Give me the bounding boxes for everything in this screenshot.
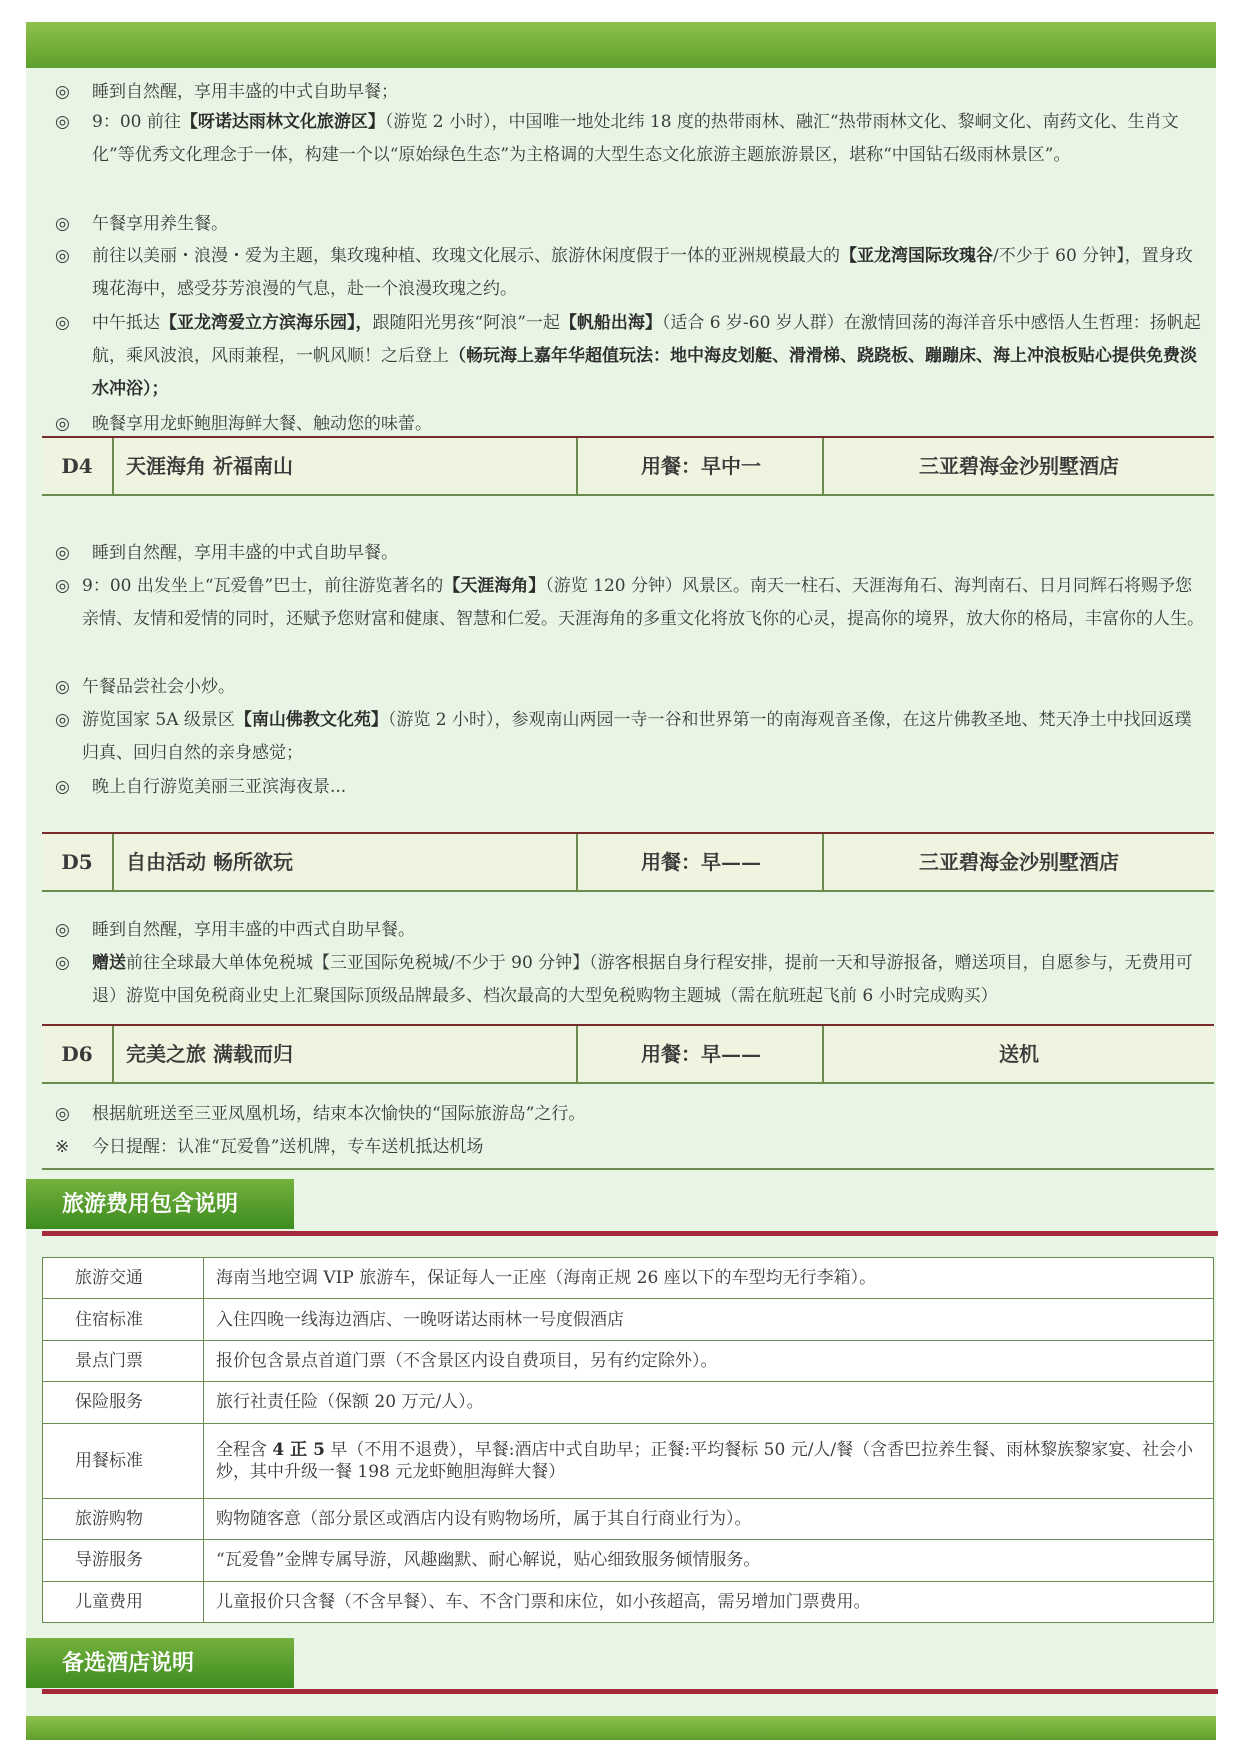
d4-item-4: ◎ 游览国家 5A 级景区【南山佛教文化苑】（游览 2 小时），参观南山两园一寺一谷和世界第一的南海观音圣像，在这片佛教圣地、梵天净土中找回返璞归真、回归自然的亲身感觉； [55,704,1205,770]
fee-key: 旅游交通 [43,1258,204,1299]
fee-key: 住宿标准 [43,1299,204,1340]
bottom-footer-band [26,1716,1216,1740]
d4-item-3: ◎ 午餐品尝社会小炒。 [55,671,1205,704]
top-header-band [26,22,1216,68]
day-header-d5 [42,832,1214,892]
table-row [43,1340,1214,1381]
bullet-icon: ◎ [55,1104,70,1124]
attraction-name: 【呀诺达雨林文化旅游区】 [180,112,385,132]
d3-item-5: ◎ 中午抵达【亚龙湾爱立方滨海乐园】，跟随阳光男孩“阿浪”一起【帆船出海】（适合 6 岁-60 岁人群）在激情回荡的海洋音乐中感悟人生哲理：扬帆起航，乘风波浪，风雨兼程，一帆风顺！之后登上（畅玩海上嘉年华超值玩法：地中海皮划艇、滑滑梯、跷跷板、蹦蹦床、海上冲浪板贴心提供免费淡水冲浴）； [55,307,1205,406]
bullet-icon: ◎ [55,246,70,266]
bullet-icon: ◎ [55,112,70,132]
bullet-icon: ◎ [55,677,70,697]
d3-item-3: ◎ 午餐享用养生餐。 [55,208,1205,241]
fees-table [42,1257,1214,1623]
reminder-icon: ※ [55,1137,70,1157]
attraction-name: 【南山佛教文化苑】 [234,710,388,730]
d4-item-2: ◎ 9：00 出发坐上“瓦爱鲁”巴士，前往游览著名的【天涯海角】（游览 120 分钟）风景区。南天一柱石、天涯海角石、海判南石、日月同辉石将赐予您亲情、友情和爱情的同时，还赋予您财富和健康、智慧和仁爱。天涯海角的多重文化将放飞你的心灵，提高你的境界，放大你的格局，丰富你的人生。 [55,570,1205,636]
fee-value: 儿童报价只含餐（不含早餐）、车、不含门票和床位，如小孩超高，需另增加门票费用。 [204,1581,1214,1622]
bullet-icon: ◎ [55,953,70,973]
table-row [43,1581,1214,1622]
fee-key: 儿童费用 [43,1581,204,1622]
day-title: 自由活动 畅所欲玩 [114,834,578,890]
d3-item-2: ◎ 9：00 前往【呀诺达雨林文化旅游区】（游览 2 小时），中国唯一地处北纬 18 度的热带雨林、融汇“热带雨林文化、黎峒文化、南药文化、生肖文化”等优秀文化理念于一体，构建一个以“原始绿色生态”为主格调的大型生态文化旅游主题旅游景区，堪称“中国钻石级雨林景区”。 [55,106,1205,172]
fee-key: 旅游购物 [43,1498,204,1539]
activity-details: （畅玩海上嘉年华超值玩法：地中海皮划艇、滑滑梯、跷跷板、蹦蹦床、海上冲浪板贴心提供免费淡水冲浴）； [92,346,1197,399]
table-row [43,1382,1214,1423]
fee-key: 景点门票 [43,1340,204,1381]
fee-value: “瓦爱鲁”金牌专属导游，风趣幽默、耐心解说，贴心细致服务倾情服务。 [204,1540,1214,1581]
day-number: D4 [42,438,114,494]
bullet-icon: ◎ [55,414,70,434]
d3-item-6: ◎ 晚餐享用龙虾鲍胆海鲜大餐、触动您的味蕾。 [55,408,1205,441]
fee-value: 报价包含景点首道门票（不含景区内设自费项目，另有约定除外）。 [204,1340,1214,1381]
day-header-d6 [42,1024,1214,1084]
table-row [43,1540,1214,1581]
bullet-icon: ◎ [55,777,70,797]
d6-item-1: ◎ 根据航班送至三亚凤凰机场，结束本次愉快的“国际旅游岛”之行。 [55,1098,1205,1131]
day-title: 完美之旅 满载而归 [114,1026,578,1082]
d4-item-1: ◎ 睡到自然醒，享用丰盛的中式自助早餐。 [55,537,1205,570]
day-meals: 用餐：早—— [580,834,824,890]
fee-key: 保险服务 [43,1382,204,1423]
fee-value: 购物随客意（部分景区或酒店内设有购物场所，属于其自行商业行为）。 [204,1498,1214,1539]
fee-key: 用餐标准 [43,1423,204,1498]
section-divider [42,1231,1218,1236]
bullet-icon: ◎ [55,214,70,234]
day-hotel: 三亚碧海金沙别墅酒店 [919,454,1119,478]
table-row [43,1498,1214,1539]
d3-item-4: ◎ 前往以美丽・浪漫・爱为主题，集玫瑰种植、玫瑰文化展示、旅游休闲度假于一体的亚洲规模最大的【亚龙湾国际玫瑰谷/不少于 60 分钟】，置身玫瑰花海中，感受芬芳浪漫的气息，赴一个浪漫玫瑰之约。 [55,240,1205,306]
day-hotel: 三亚碧海金沙别墅酒店 [919,850,1119,874]
table-row [43,1258,1214,1299]
d5-item-1: ◎ 睡到自然醒，享用丰盛的中西式自助早餐。 [55,914,1205,947]
fee-key: 导游服务 [43,1540,204,1581]
d3-item-1: ◎ 睡到自然醒，享用丰盛的中式自助早餐； [55,76,1205,109]
attraction-name: 【亚龙湾国际玫瑰谷 [840,246,993,266]
section-divider [42,1689,1218,1694]
bullet-icon: ◎ [55,543,70,563]
day-meals: 用餐：早—— [580,1026,824,1082]
attraction-name: 【天涯海角】 [443,576,546,596]
bullet-icon: ◎ [55,82,70,102]
activity-name: 【帆船出海】 [559,313,662,333]
day-number: D6 [42,1026,114,1082]
fees-section-title: 旅游费用包含说明 [26,1179,294,1229]
d5-item-2: ◎ 赠送前往全球最大单体免税城【三亚国际免税城/不少于 90 分钟】（游客根据自身行程安排，提前一天和导游报备，赠送项目，自愿参与，无费用可退）游览中国免税商业史上汇聚国际顶级品牌最多、档次最高的大型免税购物主题城（需在航班起飞前 6 小时完成购买） [55,947,1205,1013]
table-row [43,1423,1214,1498]
day-title: 天涯海角 祈福南山 [114,438,578,494]
d4-item-5: ◎ 晚上自行游览美丽三亚滨海夜景... [55,771,1205,804]
fee-value: 旅行社责任险（保额 20 万元/人）。 [204,1382,1214,1423]
bullet-icon: ◎ [55,920,70,940]
d6-item-2: ※ 今日提醒：认准“瓦爱鲁”送机牌，专车送机抵达机场 [55,1131,1205,1164]
fee-value: 海南当地空调 VIP 旅游车，保证每人一正座（海南正规 26 座以下的车型均无行李箱）。 [204,1258,1214,1299]
day-meals: 用餐：早中一 [580,438,824,494]
fee-value: 全程含 4 正 5 早（不用不退费），早餐:酒店中式自助早；正餐:平均餐标 50 元/人/餐（含香巴拉养生餐、雨林黎族黎家宴、社会小炒，其中升级一餐 198 元龙虾鲍胆海鲜大餐） [204,1423,1214,1498]
day-number: D5 [42,834,114,890]
divider [42,1168,1214,1170]
hotels-section-title: 备选酒店说明 [26,1638,294,1688]
bullet-icon: ◎ [55,576,70,596]
bullet-icon: ◎ [55,313,70,333]
day-transfer: 送机 [999,1042,1039,1066]
gift-label: 赠送 [92,953,126,973]
day-header-d4 [42,436,1214,496]
fee-value: 入住四晚一线海边酒店、一晚呀诺达雨林一号度假酒店 [204,1299,1214,1340]
bullet-icon: ◎ [55,710,70,730]
table-row [43,1299,1214,1340]
attraction-name: 【亚龙湾爱立方滨海乐园】， [160,313,373,333]
